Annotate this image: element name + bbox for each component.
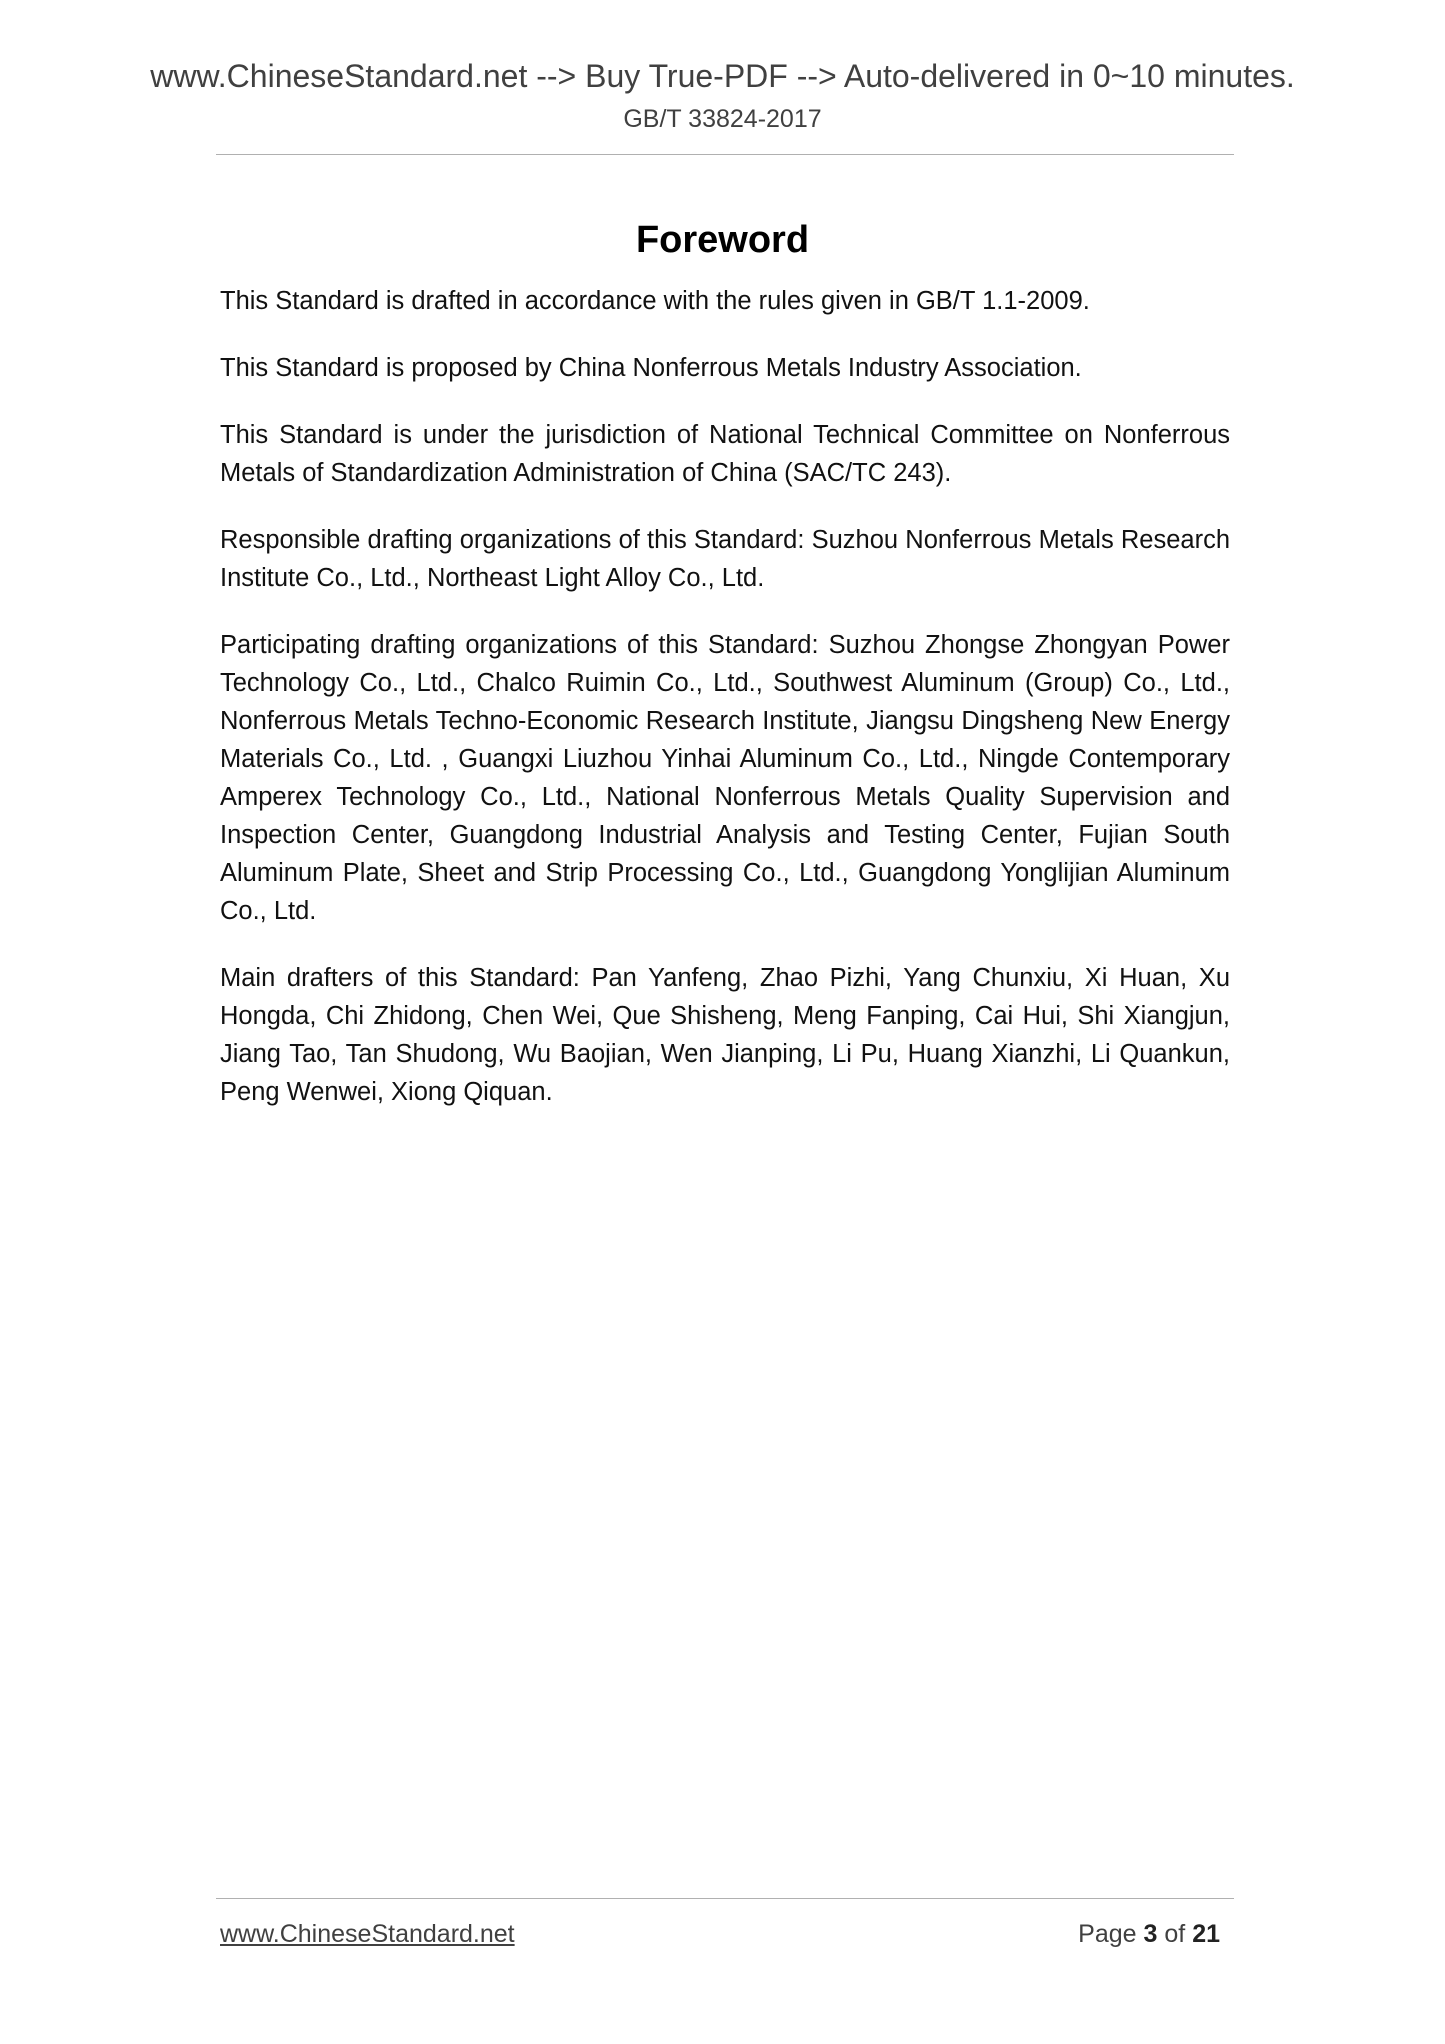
paragraph-proposer: This Standard is proposed by China Nonferrous Metals Industry Association. <box>220 354 1082 382</box>
paragraph-main-drafters: Main drafters of this Standard: Pan Yanfeng, Zhao Pizhi, Yang Chunxiu, Xi Huan, Xu Hongda, Chi Zhidong, Chen Wei, Que Shisheng, Meng Fanping, Cai Hui, Shi Xiangjun, Jiang Tao, Tan Shudong, Wu Baojian, Wen Jianping, Li Pu, Huang Xianzhi, Li Quankun, Peng Wenwei, Xiong Qiquan. <box>220 964 1230 1106</box>
page-indicator <box>1078 1917 1220 1951</box>
header-banner: www.ChineseStandard.net --> Buy True-PDF --> Auto-delivered in 0~10 minutes. <box>150 58 1295 94</box>
header-divider <box>216 154 1234 155</box>
standard-code: GB/T 33824-2017 <box>623 105 822 133</box>
foreword-body <box>220 282 1230 1140</box>
page-current: 3 <box>1143 1920 1158 1948</box>
page-title: Foreword <box>635 219 810 262</box>
paragraph-jurisdiction: This Standard is under the jurisdiction of National Technical Committee on Nonferrous Metals of Standardization Administration of China (SAC/TC 243). <box>220 421 1230 487</box>
paragraph-drafting-rules: This Standard is drafted in accordance with the rules given in GB/T 1.1-2009. <box>220 287 1090 315</box>
paragraph-participating-organizations: Participating drafting organizations of this Standard: Suzhou Zhongse Zhongyan Power Technology Co., Ltd., Chalco Ruimin Co., Ltd., Southwest Aluminum (Group) Co., Ltd., Nonferrous Metals Techno-Economic Research Institute, Jiangsu Dingsheng New Energy Materials Co., Ltd. , Guangxi Liuzhou Yinhai Aluminum Co., Ltd., Ningde Contemporary Amperex Technology Co., Ltd., National Nonferrous Metals Quality Supervision and Inspection Center, Guangdong Industrial Analysis and Testing Center, Fujian South Aluminum Plate, Sheet and Strip Processing Co., Ltd., Guangdong Yonglijian Aluminum Co., Ltd. <box>220 631 1230 925</box>
footer-website-link[interactable]: www.ChineseStandard.net <box>220 1920 515 1948</box>
page-total: 21 <box>1192 1920 1220 1948</box>
page-prefix: Page <box>1078 1920 1137 1948</box>
footer-divider <box>216 1898 1234 1899</box>
paragraph-responsible-organizations: Responsible drafting organizations of this Standard: Suzhou Nonferrous Metals Research Institute Co., Ltd., Northeast Light Alloy Co., Ltd. <box>220 526 1230 592</box>
page-of: of <box>1164 1920 1186 1948</box>
